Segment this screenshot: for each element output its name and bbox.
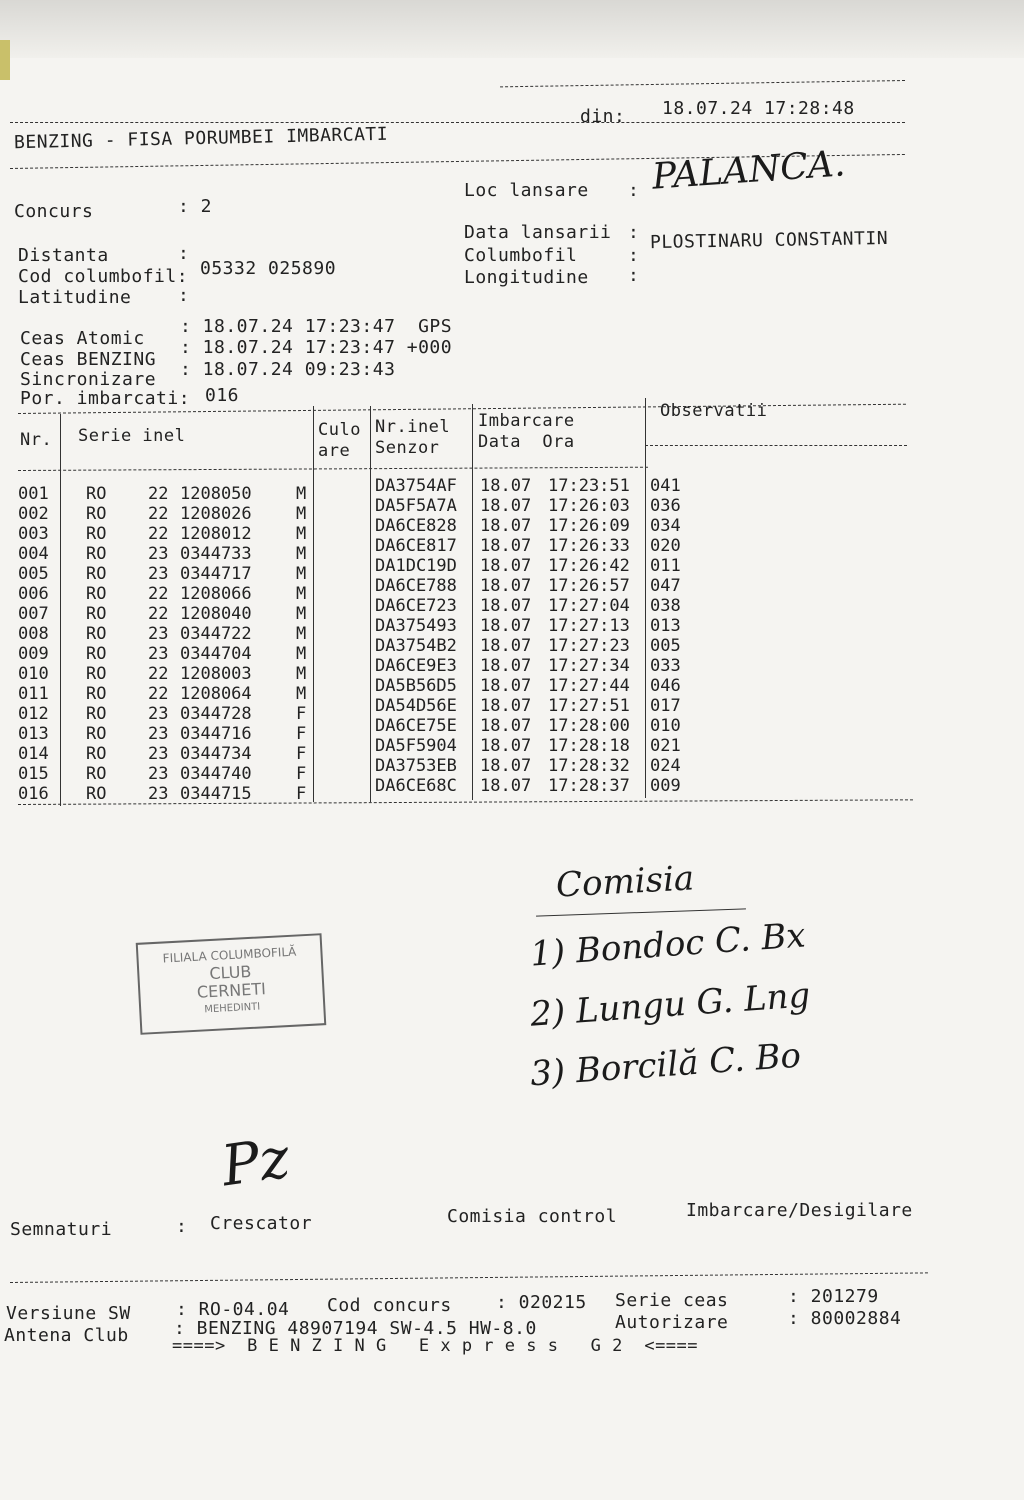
cell-inel: 1208040: [180, 604, 252, 624]
stamp-line-3: CERNETI: [196, 979, 267, 1002]
columbofil-label: Columbofil: [464, 245, 578, 266]
header-observatii: Observatii: [660, 401, 768, 421]
cell-an: 23: [148, 624, 169, 644]
columbofil-value: PLOSTINARU CONSTANTIN: [649, 227, 889, 254]
cod-concurs-label: Cod concurs: [327, 1295, 452, 1316]
cell-an: 22: [148, 524, 169, 544]
cell-tara: RO: [86, 624, 107, 644]
cell-obs: 013: [650, 616, 681, 636]
cell-tara: RO: [86, 744, 107, 764]
cell-an: 22: [148, 504, 169, 524]
sincronizare-value: : 18.07.24 09:23:43: [180, 359, 396, 380]
cell-obs: 034: [650, 516, 681, 536]
cell-tara: RO: [86, 484, 107, 504]
cell-senzor: DA6CE9E3: [375, 656, 457, 676]
cell-sex: M: [296, 604, 307, 624]
cell-ora: 17:27:04: [548, 596, 630, 616]
header-nr: Nr.: [20, 430, 53, 450]
cell-ora: 17:27:34: [548, 656, 630, 676]
cell-sex: M: [296, 584, 307, 604]
cell-sex: M: [296, 504, 307, 524]
cell-senzor: DA6CE723: [375, 596, 457, 616]
antena-club-value: : BENZING 48907194 SW-4.5 HW-8.0: [174, 1318, 537, 1339]
cell-tara: RO: [86, 704, 107, 724]
cell-senzor: DA5F5A7A: [375, 496, 457, 516]
cell-data: 18.07: [480, 596, 532, 616]
porumbei-imbarcati-value: 016: [205, 385, 240, 406]
versiune-sw-value: : RO-04.04: [176, 1299, 290, 1320]
cell-sex: M: [296, 664, 307, 684]
cell-data: 18.07: [480, 756, 532, 776]
cell-an: 22: [148, 604, 169, 624]
cell-obs: 024: [650, 756, 681, 776]
columbofil-colon: :: [628, 245, 640, 266]
cell-inel: 0344740: [180, 764, 252, 784]
cell-senzor: DA6CE75E: [375, 716, 457, 736]
cell-nr: 010: [18, 664, 49, 684]
header-nr-inel-2: Senzor: [375, 438, 440, 458]
porumbei-imbarcati-label: Por. imbarcati:: [20, 388, 191, 409]
cell-an: 23: [148, 784, 169, 804]
comisia-control-label: Comisia control: [447, 1206, 618, 1227]
comisia-underline: [536, 908, 746, 916]
club-stamp: [136, 933, 327, 1035]
cell-data: 18.07: [480, 496, 532, 516]
cell-ora: 17:26:09: [548, 516, 630, 536]
cell-tara: RO: [86, 564, 107, 584]
cell-data: 18.07: [480, 736, 532, 756]
cod-columbofil-value: 05332 025890: [200, 258, 337, 279]
cell-sex: F: [296, 724, 307, 744]
stamp-line-1: FILIALA COLUMBOFILĂ: [162, 944, 297, 966]
ceas-benzing-value: : 18.07.24 17:23:47 +000: [180, 337, 453, 358]
col-divider-imbarcare: [645, 398, 646, 798]
cell-nr: 004: [18, 544, 49, 564]
latitudine-colon: :: [178, 285, 190, 306]
header-culoare-1: Culo: [318, 420, 361, 440]
loc-lansare-label: Loc lansare: [464, 180, 589, 201]
cell-tara: RO: [86, 604, 107, 624]
cell-data: 18.07: [480, 476, 532, 496]
cell-sex: M: [296, 684, 307, 704]
cell-data: 18.07: [480, 576, 532, 596]
cell-senzor: DA54D56E: [375, 696, 457, 716]
cell-inel: 1208026: [180, 504, 252, 524]
col-divider-nr: [60, 414, 61, 806]
cell-obs: 036: [650, 496, 681, 516]
cell-obs: 033: [650, 656, 681, 676]
cell-nr: 014: [18, 744, 49, 764]
serie-ceas-value: : 201279: [788, 1286, 879, 1307]
cell-inel: 1208050: [180, 484, 252, 504]
cell-an: 22: [148, 684, 169, 704]
header-culoare-2: are: [318, 441, 351, 461]
cell-ora: 17:27:51: [548, 696, 630, 716]
cell-an: 23: [148, 704, 169, 724]
cell-tara: RO: [86, 584, 107, 604]
antena-club-label: Antena Club: [4, 1325, 129, 1346]
cell-an: 23: [148, 564, 169, 584]
committee-member-3: 3) Borcilă C. Bo: [528, 1035, 803, 1095]
cod-columbofil-label: Cod columbofil:: [18, 266, 189, 287]
col-divider-serie: [313, 406, 314, 802]
semnaturi-label: Semnaturi: [10, 1219, 113, 1240]
cell-an: 23: [148, 644, 169, 664]
cell-ora: 17:27:44: [548, 676, 630, 696]
concurs-value: : 2: [178, 196, 213, 217]
cell-inel: 1208012: [180, 524, 252, 544]
cell-obs: 009: [650, 776, 681, 796]
cell-obs: 005: [650, 636, 681, 656]
cell-sex: F: [296, 784, 307, 804]
obs-header-rule: [645, 445, 907, 446]
cell-data: 18.07: [480, 536, 532, 556]
cell-tara: RO: [86, 684, 107, 704]
cell-nr: 015: [18, 764, 49, 784]
cell-tara: RO: [86, 644, 107, 664]
semnaturi-colon: :: [176, 1216, 188, 1237]
cell-senzor: DA5F5904: [375, 736, 457, 756]
cell-obs: 017: [650, 696, 681, 716]
crescator-label: Crescator: [210, 1213, 313, 1234]
header-top-rule: [10, 122, 905, 123]
cell-obs: 046: [650, 676, 681, 696]
imbarcare-desigilare-label: Imbarcare/Desigilare: [686, 1200, 913, 1221]
cell-obs: 020: [650, 536, 681, 556]
cell-nr: 003: [18, 524, 49, 544]
footer-top-rule: [10, 1272, 928, 1283]
cell-inel: 1208003: [180, 664, 252, 684]
ceas-atomic-value: : 18.07.24 17:23:47 GPS: [180, 316, 453, 337]
header-serie-inel: Serie inel: [78, 426, 186, 446]
crescator-signature: Pz: [217, 1125, 294, 1200]
col-divider-culoare: [370, 406, 371, 802]
cell-an: 22: [148, 484, 169, 504]
cell-ora: 17:23:51: [548, 476, 630, 496]
header-imbarcare-1: Imbarcare: [478, 411, 575, 431]
header-date-rule: [500, 80, 905, 87]
longitudine-label: Longitudine: [464, 267, 589, 288]
comisia-handwritten-title: Comisia: [555, 858, 696, 906]
cell-sex: M: [296, 644, 307, 664]
cell-ora: 17:27:23: [548, 636, 630, 656]
versiune-sw-label: Versiune SW: [6, 1303, 131, 1324]
cell-ora: 17:26:57: [548, 576, 630, 596]
benzing-express-brand: ====> B E N Z I N G E x p r e s s G 2 <====: [172, 1336, 699, 1356]
cell-ora: 17:26:42: [548, 556, 630, 576]
cell-senzor: DA3754B2: [375, 636, 457, 656]
cell-senzor: DA5B56D5: [375, 676, 457, 696]
cell-nr: 002: [18, 504, 49, 524]
cell-an: 22: [148, 664, 169, 684]
din-timestamp: 18.07.24 17:28:48: [662, 98, 855, 119]
doc-title: BENZING - FISA PORUMBEI IMBARCATI: [13, 123, 389, 154]
committee-member-1: 1) Bondoc C. Bx: [528, 915, 807, 975]
cell-obs: 038: [650, 596, 681, 616]
header-imbarcare-2: Data Ora: [478, 432, 575, 452]
cell-nr: 001: [18, 484, 49, 504]
committee-member-2: 2) Lungu G. Lng: [528, 975, 812, 1035]
cell-nr: 011: [18, 684, 49, 704]
latitudine-label: Latitudine: [18, 287, 132, 308]
cell-ora: 17:28:37: [548, 776, 630, 796]
scan-left-edge: [0, 40, 10, 80]
data-lansarii-colon: :: [628, 222, 640, 243]
cell-tara: RO: [86, 764, 107, 784]
cell-an: 23: [148, 724, 169, 744]
cell-inel: 1208066: [180, 584, 252, 604]
cell-inel: 0344717: [180, 564, 252, 584]
cell-data: 18.07: [480, 776, 532, 796]
sincronizare-label: Sincronizare: [20, 369, 157, 390]
autorizare-value: : 80002884: [788, 1308, 902, 1329]
cell-ora: 17:28:00: [548, 716, 630, 736]
cell-senzor: DA6CE817: [375, 536, 457, 556]
cell-sex: F: [296, 744, 307, 764]
cell-senzor: DA6CE828: [375, 516, 457, 536]
cell-nr: 016: [18, 784, 49, 804]
cell-inel: 0344728: [180, 704, 252, 724]
cell-sex: F: [296, 764, 307, 784]
cell-senzor: DA3754AF: [375, 476, 457, 496]
cell-inel: 0344722: [180, 624, 252, 644]
cell-obs: 021: [650, 736, 681, 756]
cell-obs: 041: [650, 476, 681, 496]
cell-tara: RO: [86, 724, 107, 744]
cell-ora: 17:27:13: [548, 616, 630, 636]
distanta-colon: :: [178, 243, 190, 264]
din-label: din:: [580, 106, 626, 127]
cell-obs: 010: [650, 716, 681, 736]
cell-nr: 009: [18, 644, 49, 664]
cell-data: 18.07: [480, 676, 532, 696]
cell-inel: 0344715: [180, 784, 252, 804]
table-header-rule: [18, 467, 648, 471]
longitudine-colon: :: [628, 265, 640, 286]
cell-senzor: DA3753EB: [375, 756, 457, 776]
cell-tara: RO: [86, 664, 107, 684]
cell-sex: M: [296, 484, 307, 504]
data-lansarii-label: Data lansarii: [464, 222, 612, 243]
cell-data: 18.07: [480, 716, 532, 736]
cell-tara: RO: [86, 504, 107, 524]
cell-ora: 17:28:18: [548, 736, 630, 756]
cell-an: 23: [148, 744, 169, 764]
header-nr-inel-1: Nr.inel: [375, 417, 451, 437]
col-divider-senzor: [472, 404, 473, 800]
cell-sex: M: [296, 624, 307, 644]
scan-top-edge: [0, 0, 1024, 58]
cell-data: 18.07: [480, 516, 532, 536]
cell-sex: M: [296, 524, 307, 544]
cell-tara: RO: [86, 524, 107, 544]
cell-nr: 007: [18, 604, 49, 624]
cell-obs: 047: [650, 576, 681, 596]
cell-data: 18.07: [480, 656, 532, 676]
cell-inel: 1208064: [180, 684, 252, 704]
cell-data: 18.07: [480, 636, 532, 656]
cell-nr: 006: [18, 584, 49, 604]
cell-obs: 011: [650, 556, 681, 576]
cod-concurs-value: : 020215: [496, 1292, 587, 1313]
concurs-label: Concurs: [14, 201, 94, 222]
cell-senzor: DA6CE788: [375, 576, 457, 596]
cell-ora: 17:26:33: [548, 536, 630, 556]
cell-senzor: DA6CE68C: [375, 776, 457, 796]
distanta-label: Distanta: [18, 245, 109, 266]
cell-inel: 0344733: [180, 544, 252, 564]
cell-sex: F: [296, 704, 307, 724]
cell-an: 23: [148, 764, 169, 784]
cell-sex: M: [296, 564, 307, 584]
cell-inel: 0344734: [180, 744, 252, 764]
cell-tara: RO: [86, 544, 107, 564]
cell-nr: 005: [18, 564, 49, 584]
cell-senzor: DA1DC19D: [375, 556, 457, 576]
cell-nr: 013: [18, 724, 49, 744]
cell-tara: RO: [86, 784, 107, 804]
stamp-line-4: MEHEDINTI: [204, 1001, 261, 1016]
cell-senzor: DA375493: [375, 616, 457, 636]
stamp-line-2: CLUB: [208, 961, 252, 984]
serie-ceas-label: Serie ceas: [615, 1290, 729, 1311]
cell-ora: 17:26:03: [548, 496, 630, 516]
cell-sex: M: [296, 544, 307, 564]
cell-an: 23: [148, 544, 169, 564]
ceas-benzing-label: Ceas BENZING: [20, 349, 157, 370]
cell-nr: 008: [18, 624, 49, 644]
autorizare-label: Autorizare: [615, 1312, 729, 1333]
ceas-atomic-label: Ceas Atomic: [20, 328, 145, 349]
cell-data: 18.07: [480, 556, 532, 576]
cell-inel: 0344716: [180, 724, 252, 744]
cell-ora: 17:28:32: [548, 756, 630, 776]
cell-an: 22: [148, 584, 169, 604]
loc-lansare-handwritten: PALANCA.: [650, 143, 847, 198]
cell-data: 18.07: [480, 696, 532, 716]
cell-nr: 012: [18, 704, 49, 724]
cell-inel: 0344704: [180, 644, 252, 664]
cell-data: 18.07: [480, 616, 532, 636]
loc-lansare-colon: :: [628, 180, 640, 201]
